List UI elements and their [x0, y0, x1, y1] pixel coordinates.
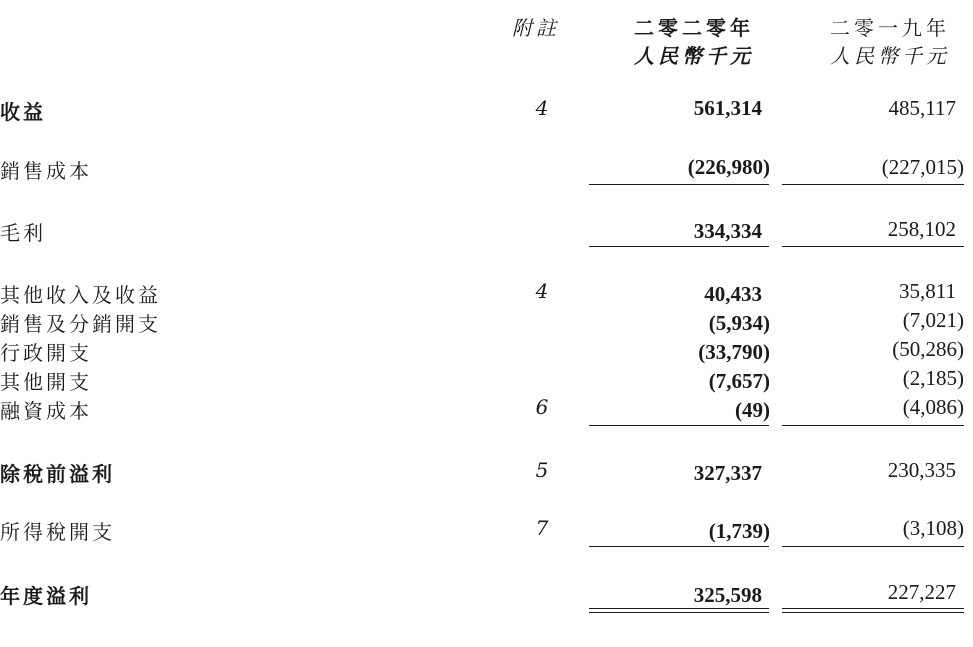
unit-2020-header: 人民幣千元 — [634, 44, 754, 68]
row-note-profit-before-tax: 5 — [535, 458, 549, 482]
revenue-2019: 485,117 — [888, 96, 956, 120]
underline-2020 — [589, 184, 769, 185]
underline-2019 — [782, 546, 964, 547]
row-label-profit-before-tax: 除稅前溢利 — [0, 462, 115, 486]
selling-expenses-2020: (5,934) — [708, 311, 770, 335]
admin-expenses-2020: (33,790) — [698, 340, 770, 364]
underline-2019 — [782, 184, 964, 185]
row-label-income-tax: 所得稅開支 — [0, 520, 115, 544]
cost-of-sales-2019: (227,015) — [881, 155, 964, 179]
row-label-other-expenses: 其他開支 — [0, 370, 92, 394]
underline-2019 — [782, 246, 964, 247]
year-2019-header: 二零一九年 — [830, 16, 950, 40]
selling-expenses-2019: (7,021) — [902, 308, 964, 332]
other-income-2019: 35,811 — [899, 279, 956, 303]
underline-2020 — [589, 546, 769, 547]
profit-before-tax-2019: 230,335 — [887, 458, 956, 482]
revenue-2020: 561,314 — [693, 96, 762, 120]
cost-of-sales-2020: (226,980) — [687, 155, 770, 179]
row-note-revenue: 4 — [535, 96, 549, 120]
profit-for-year-2019: 227,227 — [887, 580, 956, 604]
row-label-other-income: 其他收入及收益 — [0, 283, 161, 307]
row-note-finance-costs: 6 — [535, 395, 549, 419]
double-underline-2020 — [589, 608, 769, 613]
row-label-cost-of-sales: 銷售成本 — [0, 159, 92, 183]
admin-expenses-2019: (50,286) — [892, 337, 964, 361]
double-underline-2019 — [782, 608, 964, 613]
year-2020-header: 二零二零年 — [634, 16, 754, 40]
other-income-2020: 40,433 — [704, 282, 762, 306]
income-tax-2019: (3,108) — [902, 516, 964, 540]
row-label-selling-expenses: 銷售及分銷開支 — [0, 312, 161, 336]
gross-profit-2019: 258,102 — [887, 217, 956, 241]
income-tax-2020: (1,739) — [708, 519, 770, 543]
row-note-other-income: 4 — [535, 279, 549, 303]
row-label-gross-profit: 毛利 — [0, 221, 46, 245]
row-label-profit-for-year: 年度溢利 — [0, 584, 92, 608]
note-column-header: 附註 — [512, 16, 560, 40]
row-label-admin-expenses: 行政開支 — [0, 341, 92, 365]
row-label-finance-costs: 融資成本 — [0, 399, 92, 423]
underline-2020 — [589, 425, 769, 426]
row-note-income-tax: 7 — [535, 516, 549, 540]
profit-before-tax-2020: 327,337 — [693, 461, 762, 485]
row-label-revenue: 收益 — [0, 100, 46, 124]
finance-costs-2020: (49) — [735, 398, 770, 422]
underline-2019 — [782, 425, 964, 426]
other-expenses-2020: (7,657) — [708, 369, 770, 393]
unit-2019-header: 人民幣千元 — [830, 44, 950, 68]
other-expenses-2019: (2,185) — [902, 366, 964, 390]
gross-profit-2020: 334,334 — [693, 219, 762, 243]
finance-costs-2019: (4,086) — [902, 395, 964, 419]
profit-for-year-2020: 325,598 — [693, 583, 762, 607]
underline-2020 — [589, 246, 769, 247]
